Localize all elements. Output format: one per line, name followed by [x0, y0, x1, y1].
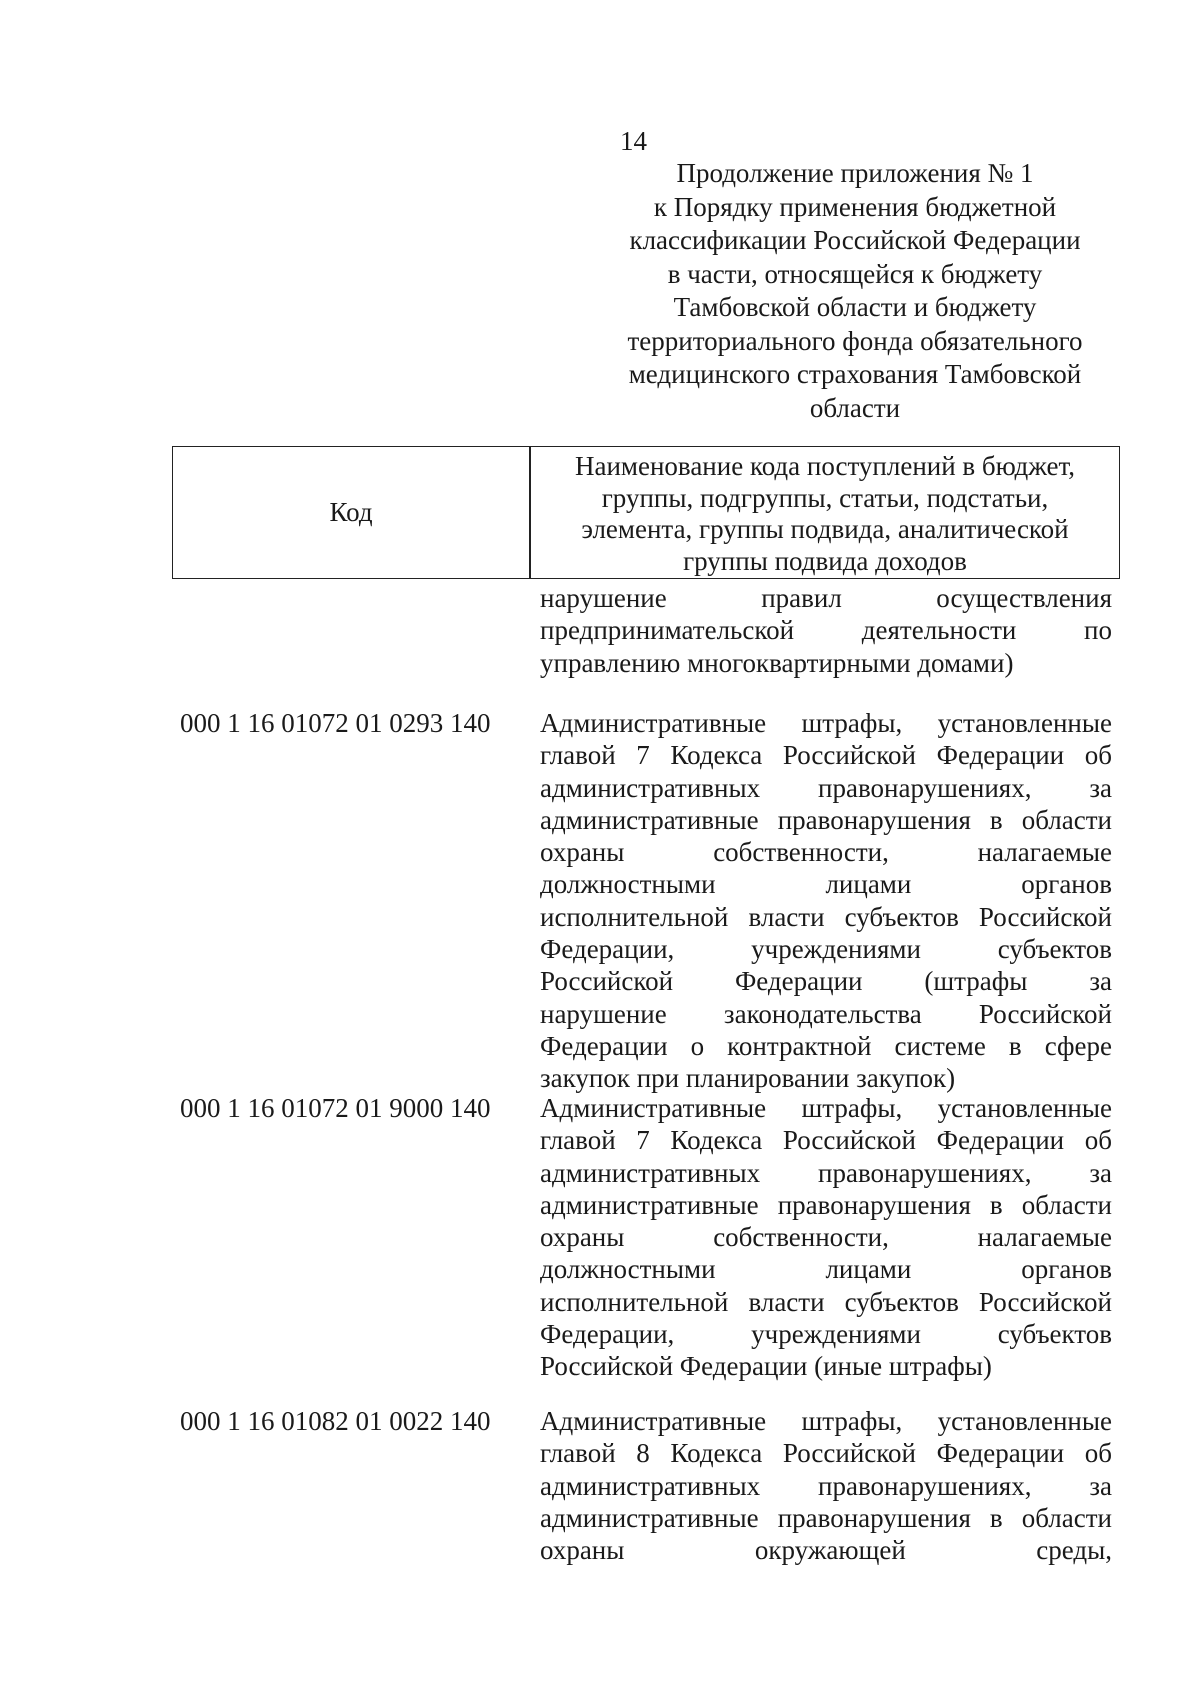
entry-line: исполнительной власти субъектов Российской [540, 901, 1112, 932]
header-line: медицинского страхования Тамбовской [628, 359, 1082, 389]
entry-line: исполнительной власти субъектов Российской [540, 1286, 1112, 1317]
entry-line: предпринимательской деятельности по [540, 615, 1112, 646]
entry-line: охраны собственности, налагаемые [540, 837, 1112, 868]
entry-line: закупок при планировании закупок) [540, 1063, 956, 1094]
appendix-header [610, 157, 1100, 425]
entry-code: 000 1 16 01082 01 0022 140 [180, 1406, 491, 1436]
entry-line: охраны окружающей среды, [540, 1535, 1112, 1566]
name-header-line: Наименование кода поступлений в бюджет, [574, 451, 1076, 481]
entry-code: 000 1 16 01072 01 0293 140 [180, 708, 491, 738]
entry-line: административные правонарушения в области [540, 804, 1112, 835]
entry-line: административные правонарушения в области [540, 1502, 1112, 1533]
entry-line: главой 8 Кодекса Российской Федерации об [540, 1438, 1112, 1469]
entry-description [540, 707, 1112, 1095]
name-header-line: элемента, группы подвида, аналитической [581, 514, 1069, 544]
entry-line: Российской Федерации (иные штрафы) [540, 1351, 992, 1382]
table-header [172, 446, 1120, 579]
entry-line: административных правонарушениях, за [540, 1470, 1112, 1501]
entry-line: должностными лицами органов [540, 1254, 1112, 1285]
entry-line: управлению многоквартирными домами) [540, 647, 1014, 678]
entry-line: главой 7 Кодекса Российской Федерации об [540, 1125, 1112, 1156]
entry-line: нарушение законодательства Российской [540, 998, 1112, 1029]
page-number: 14 [620, 126, 647, 156]
code-column-header: Код [329, 496, 373, 527]
name-column-header [531, 451, 1119, 577]
header-line: в части, относящейся к бюджету [667, 258, 1043, 289]
entry-line: Федерации, учреждениями субъектов [540, 934, 1112, 965]
name-header-line: группы, подгруппы, статьи, подстатьи, [601, 482, 1049, 513]
entry-line: охраны собственности, налагаемые [540, 1222, 1112, 1253]
entry-line: нарушение правил осуществления [540, 583, 1112, 613]
header-line: Тамбовской области и бюджету [673, 292, 1037, 322]
header-line: классификации Российской Федерации [629, 225, 1081, 255]
entry-line: Административные штрафы, установленные [540, 1093, 1112, 1123]
entry-line: административных правонарушениях, за [540, 772, 1112, 803]
entry-line: административных правонарушениях, за [540, 1157, 1112, 1188]
entry-description [540, 1405, 1112, 1566]
entry-line: Административные штрафы, установленные [540, 708, 1112, 738]
entry-line: Административные штрафы, установленные [540, 1406, 1112, 1436]
entry-description [540, 1092, 1112, 1383]
header-line: территориального фонда обязательного [627, 325, 1083, 356]
entry-description [540, 582, 1112, 679]
entry-code: 000 1 16 01072 01 9000 140 [180, 1093, 491, 1123]
entry-line: административные правонарушения в области [540, 1189, 1112, 1220]
header-line: области [809, 392, 901, 423]
name-header-line: группы подвида доходов [683, 545, 967, 576]
entry-line: должностными лицами органов [540, 869, 1112, 900]
header-line: к Порядку применения бюджетной [653, 191, 1057, 222]
entry-line: главой 7 Кодекса Российской Федерации об [540, 740, 1112, 771]
entry-line: Российской Федерации (штрафы за [540, 966, 1112, 997]
entry-line: Федерации, учреждениями субъектов [540, 1319, 1112, 1350]
header-line: Продолжение приложения № 1 [676, 158, 1034, 188]
entry-line: Федерации о контрактной системе в сфере [540, 1030, 1112, 1061]
